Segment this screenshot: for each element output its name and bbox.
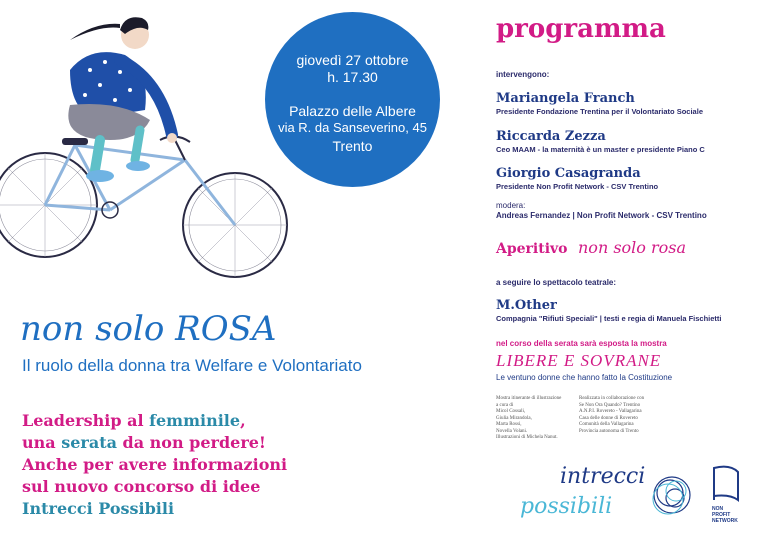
show-title: M.Other	[496, 298, 557, 313]
mostra-intro: nel corso della serata sarà esposta la mostra	[496, 339, 667, 348]
event-venue: Palazzo delle Albere	[289, 103, 416, 119]
speaker-name-3: Giorgio Casagranda	[496, 166, 641, 181]
logo-line-2: possibili	[520, 494, 613, 519]
svg-text:NETWORK: NETWORK	[712, 518, 738, 524]
non-profit-network-logo	[700, 460, 750, 530]
mostra-subtitle: Le ventuno donne che hanno fatto la Costituzione	[496, 373, 673, 382]
event-date: giovedì 27 ottobre	[296, 52, 409, 68]
speaker-name-2: Riccarda Zezza	[496, 129, 606, 144]
moderator: Andreas Fernandez | Non Profit Network - CSV Trentino	[496, 211, 707, 220]
svg-text:NON: NON	[712, 506, 724, 512]
aperitivo-script: non solo rosa	[578, 238, 687, 257]
intrecci-possibili-logo	[520, 455, 700, 530]
credits-left: Mostra itinerante di illustrazione a cura di Micol Cossali, Giulia Mirandola, Marta Rossi, Novella Volani. Illustrazioni di Michela Nanut.	[496, 396, 562, 440]
show-credit: Compagnia "Rifiuti Speciali" | testi e regia di Manuela Fischietti	[496, 314, 722, 323]
speaker-name-1: Mariangela Franch	[496, 91, 635, 106]
speaker-role-3: Presidente Non Profit Network - CSV Trentino	[496, 182, 659, 191]
speaker-role-1: Presidente Fondazione Trentina per il Volontariato Sociale	[496, 107, 703, 116]
tagline-line-4: sul nuovo concorso di idee	[22, 477, 261, 496]
event-info-circle	[265, 12, 440, 187]
tagline-line-2: una serata da non perdere!	[22, 433, 266, 452]
logo-line-1: intrecci	[560, 464, 646, 489]
brand-title-text: non solo ROSA	[20, 309, 277, 349]
event-time: h. 17.30	[327, 69, 378, 85]
event-address: via R. da Sanseverino, 45	[278, 120, 427, 135]
tagline-line-1: Leadership al femminile,	[22, 411, 246, 430]
mostra-title: LIBERE E SOVRANE	[496, 351, 662, 370]
tagline-line-5: Intrecci Possibili	[22, 499, 175, 518]
non-solo-rosa-title	[20, 295, 440, 355]
tagline	[22, 410, 287, 520]
svg-text:PROFIT: PROFIT	[712, 512, 731, 518]
event-city: Trento	[332, 138, 373, 154]
aperitivo-label: Aperitivo	[496, 241, 568, 257]
intervengono-label: intervengono:	[496, 70, 550, 79]
programma-title: programma	[496, 14, 666, 44]
a-seguire-label: a seguire lo spettacolo teatrale:	[496, 278, 617, 287]
tagline-line-3: Anche per avere informazioni	[22, 455, 288, 474]
credits-right: Realizzata in collaborazione con Se Non Ora Quando? Trentino A.N.P.I. Rovereto - Vallagarina Casa delle donne di Rovereto Comunità della Vallagarina Provincia autonoma di Trento	[579, 396, 645, 434]
brand-subtitle: Il ruolo della donna tra Welfare e Volontariato	[22, 356, 362, 375]
woman-on-bicycle-illustration	[0, 0, 300, 300]
speaker-role-2: Ceo MAAM - la maternità è un master e presidente Piano C	[496, 145, 705, 154]
modera-label: modera:	[496, 201, 526, 210]
